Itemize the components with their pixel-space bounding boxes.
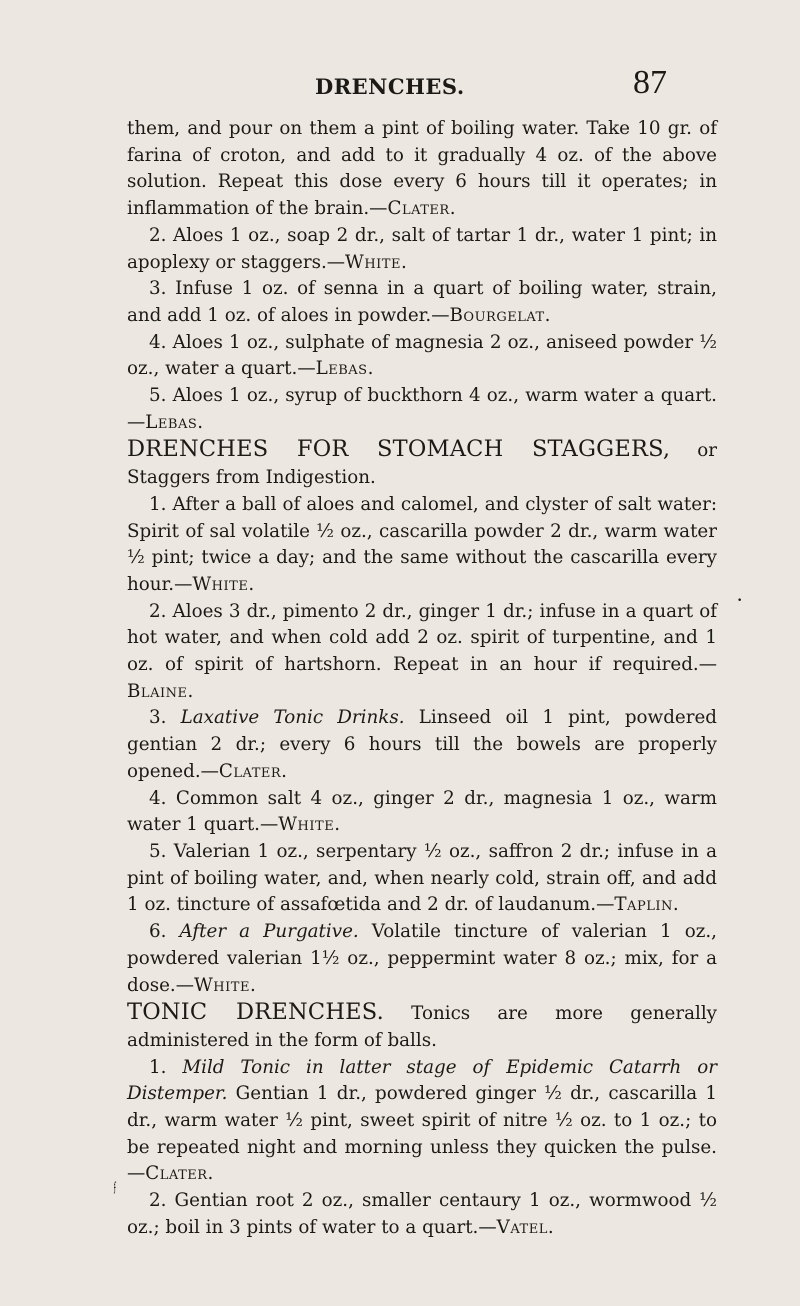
paragraph-text: 2. Gentian root 2 oz., smaller centaury 1 oz., wormwood ½ oz.; boil in 3 pints of water to a quart.— — [127, 1190, 717, 1238]
attribution: Lebas. — [145, 411, 204, 433]
attribution: Taplin. — [614, 894, 680, 916]
attribution: Bourgelat. — [449, 304, 551, 326]
section-heading: TONIC DRENCHES. — [127, 999, 384, 1026]
attribution: White. — [345, 251, 408, 273]
section-heading: DRENCHES FOR STOMACH STAGGERS, — [127, 436, 671, 463]
paragraph-text: Volatile tincture of valerian 1 oz., powdered valerian 1½ oz., peppermint water 8 oz.; mix, for a dose.— — [127, 921, 717, 996]
running-head — [0, 64, 800, 110]
attribution: Vatel. — [496, 1216, 555, 1238]
attribution: White. — [192, 573, 255, 595]
recipe-title: Mild Tonic in latter stage of Epidemic Catarrh or Distemper. — [127, 1056, 717, 1105]
paragraph-text: 4. Common salt 4 oz., ginger 2 dr., magnesia 1 oz., warm water 1 quart.— — [127, 787, 717, 836]
paragraph — [127, 330, 717, 383]
attribution: Clater. — [145, 1163, 214, 1185]
paragraph — [127, 786, 717, 839]
paragraph — [127, 919, 717, 999]
margin-ink-mark: ʄ — [114, 1180, 117, 1194]
paragraph — [127, 223, 717, 276]
margin-dot-mark: • — [737, 596, 743, 606]
paragraph-text: 2. Aloes 1 oz., soap 2 dr., salt of tartar 1 dr., water 1 pint; in apoplexy or staggers.— — [127, 224, 717, 273]
paragraph — [127, 999, 717, 1054]
paragraph-text: Linseed oil 1 pint, powdered gentian 2 dr.; every 6 hours till the bowels are properly opened.— — [127, 707, 717, 782]
paragraph — [127, 1055, 717, 1189]
paragraph-text: 2. Aloes 3 dr., pimento 2 dr., ginger 1 dr.; infuse in a quart of hot water, and when cold add 2 oz. spirit of turpentine, and 1 oz. of spirit of hartshorn. Repeat in an hour if required.— — [127, 600, 717, 676]
paragraph — [127, 705, 717, 785]
attribution: White. — [194, 974, 257, 996]
paragraph — [127, 1188, 717, 1241]
paragraph-text: Tonics are more generally administered in the form of balls. — [127, 1003, 717, 1051]
paragraph-text: 5. Aloes 1 oz., syrup of buckthorn 4 oz., warm water a quart.— — [127, 385, 717, 433]
paragraph — [127, 599, 717, 706]
body-text — [127, 116, 717, 1242]
paragraph — [127, 116, 717, 223]
paragraph-text: 6. — [149, 921, 180, 943]
paragraph-text: 1. — [149, 1056, 183, 1078]
paragraph — [127, 492, 717, 599]
paragraph-text: 5. Valerian 1 oz., serpentary ½ oz., saffron 2 dr.; infuse in a pint of boiling water, and, when nearly cold, strain off, and add 1 oz. tincture of assafœtida and 2 dr. of laudanum.— — [127, 840, 717, 916]
attribution: Blaine. — [127, 680, 194, 702]
page-number: 87 — [633, 64, 667, 101]
paragraph — [127, 276, 717, 329]
paragraph-text: 4. Aloes 1 oz., sulphate of magnesia 2 oz., aniseed powder ½ oz., water a quart.— — [127, 331, 717, 380]
attribution: Lebas. — [315, 358, 374, 380]
attribution: Clater. — [387, 198, 457, 220]
attribution: White. — [278, 814, 341, 836]
paragraph — [127, 383, 717, 436]
recipe-title: After a Purgative. — [179, 921, 359, 943]
paragraph-text: them, and pour on them a pint of boiling water. Take 10 gr. of farina of croton, and add to it gradually 4 oz. of the above solution. Repeat this dose every 6 hours till it operates; in inflammation of the brain.— — [127, 118, 717, 220]
paragraph-text: Gentian 1 dr., powdered ginger ½ dr., cascarilla 1 dr., warm water ½ pint, sweet spirit of nitre ½ oz. to 1 oz.; to be repeated night and morning unless they quicken the pulse.— — [127, 1083, 717, 1185]
paragraph — [127, 436, 717, 491]
paragraph — [127, 839, 717, 919]
paragraph-text: or Staggers from Indigestion. — [127, 440, 717, 489]
page-title: DRENCHES. — [315, 74, 465, 99]
recipe-title: Laxative Tonic Drinks. — [180, 707, 405, 729]
paragraph-text: 1. After a ball of aloes and calomel, and clyster of salt water: Spirit of sal volatile ½ oz., cascarilla powder 2 dr., warm water ½ pint; twice a day; and the same without the cascarilla every hour.— — [127, 493, 717, 595]
attribution: Clater. — [218, 760, 288, 782]
paragraph-text: 3. Infuse 1 oz. of senna in a quart of boiling water, strain, and add 1 oz. of aloes in powder.— — [127, 278, 717, 326]
paragraph-text: 3. — [149, 707, 181, 729]
